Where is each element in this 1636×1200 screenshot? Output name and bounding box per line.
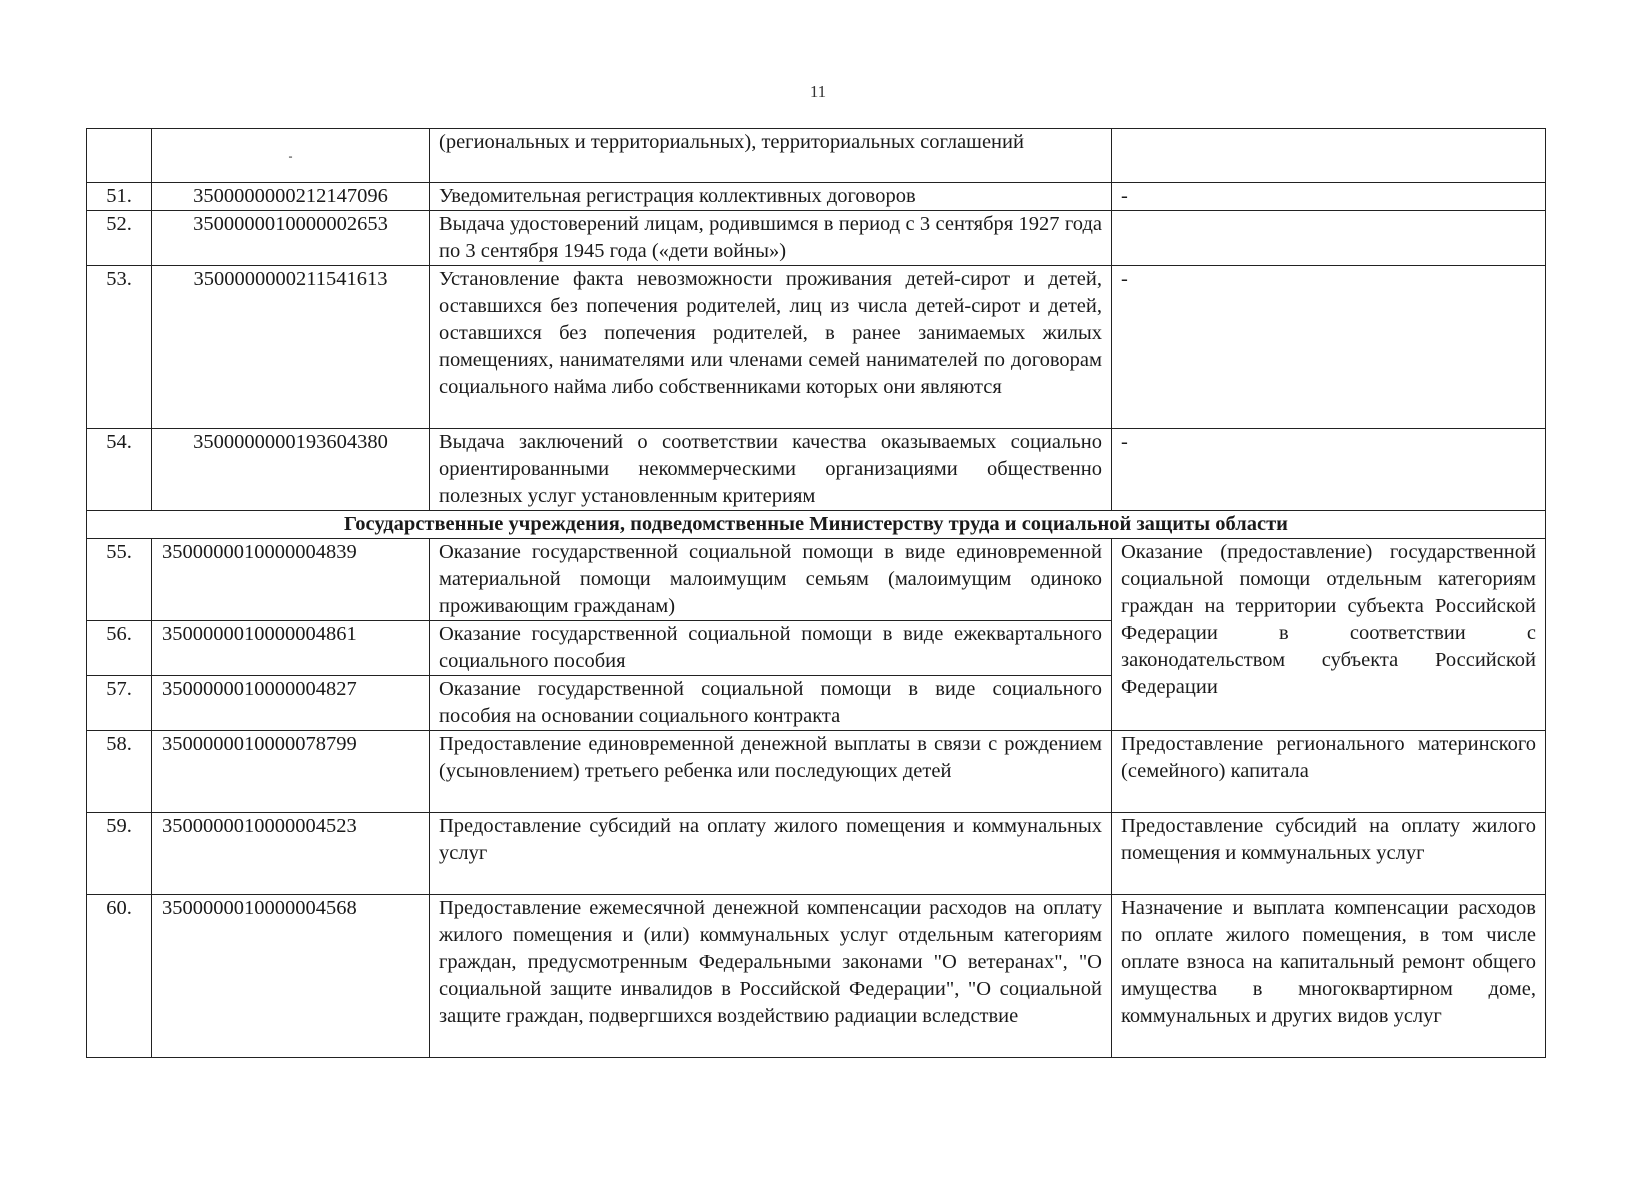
table-row [87, 266, 1546, 429]
row-number: 53. [87, 266, 152, 429]
service-name: Уведомительная регистрация коллективных договоров [430, 183, 1112, 211]
page-number: 11 [809, 82, 827, 101]
service-name: Предоставление ежемесячной денежной компенсации расходов на оплату жилого помещения и (или) коммунальных услуг отдельным категориям граждан, предусмотренным Федеральными законами "О ветеранах", "О социальной защите инвалидов в Российской Федерации", "О социальной защите граждан, подвергшихся воздействию радиации вследствие [430, 895, 1112, 1058]
related-service: - [1112, 429, 1546, 511]
related-service: Назначение и выплата компенсации расходов по оплате жилого помещения, в том числе оплате взноса на капитальный ремонт общего имущества в многоквартирном доме, коммунальных и других видов услуг [1112, 895, 1546, 1058]
service-code: 3500000000211541613 [152, 266, 430, 429]
row-number: 59. [87, 813, 152, 895]
service-code: 3500000010000004568 [152, 895, 430, 1058]
service-code: 3500000010000004827 [152, 676, 430, 731]
row-number: 58. [87, 731, 152, 813]
service-code: 3500000000212147096 [152, 183, 430, 211]
service-code: 3500000010000002653 [152, 211, 430, 266]
row-number: 57. [87, 676, 152, 731]
related-service: Предоставление субсидий на оплату жилого помещения и коммунальных услуг [1112, 813, 1546, 895]
services-table [86, 128, 1546, 1058]
service-name: (региональных и территориальных), территориальных соглашений [430, 129, 1112, 183]
section-heading: Государственные учреждения, подведомственные Министерству труда и социальной защиты области [87, 511, 1546, 539]
service-name: Предоставление субсидий на оплату жилого помещения и коммунальных услуг [430, 813, 1112, 895]
row-number [87, 129, 152, 183]
row-number: 55. [87, 539, 152, 621]
service-name: Оказание государственной социальной помощи в виде социального пособия на основании социального контракта [430, 676, 1112, 731]
table-row [87, 813, 1546, 895]
row-number: 54. [87, 429, 152, 511]
related-service: - [1112, 183, 1546, 211]
row-number: 56. [87, 621, 152, 676]
row-number: 52. [87, 211, 152, 266]
row-number: 51. [87, 183, 152, 211]
service-code: 3500000010000078799 [152, 731, 430, 813]
service-code: 3500000010000004861 [152, 621, 430, 676]
table-row [87, 183, 1546, 211]
service-name: Оказание государственной социальной помощи в виде ежеквартального социального пособия [430, 621, 1112, 676]
service-code: 3500000010000004523 [152, 813, 430, 895]
table-row [87, 211, 1546, 266]
service-name: Выдача заключений о соответствии качества оказываемых социально ориентированными некоммерческими организациями общественно полезных услуг установленным критериям [430, 429, 1112, 511]
table-row [87, 129, 1546, 183]
table-row [87, 731, 1546, 813]
related-service: Предоставление регионального материнского (семейного) капитала [1112, 731, 1546, 813]
row-number: 60. [87, 895, 152, 1058]
service-code: - [152, 129, 430, 183]
related-service [1112, 129, 1546, 183]
service-name: Предоставление единовременной денежной выплаты в связи с рождением (усыновлением) третьего ребенка или последующих детей [430, 731, 1112, 813]
service-name: Установление факта невозможности проживания детей-сирот и детей, оставшихся без попечения родителей, лиц из числа детей-сирот и детей, оставшихся без попечения родителей, в ранее занимаемых жилых помещениях, нанимателями или членами семей нанимателей по договорам социального найма либо собственниками которых они являются [430, 266, 1112, 429]
related-service-merged: Оказание (предоставление) государственной социальной помощи отдельным категориям граждан на территории субъекта Российской Федерации в соответствии с законодательством субъекта Российской Федерации [1112, 539, 1546, 731]
related-service [1112, 211, 1546, 266]
service-name: Оказание государственной социальной помощи в виде единовременной материальной помощи малоимущим семьям (малоимущим одиноко проживающим гражданам) [430, 539, 1112, 621]
service-code: 3500000010000004839 [152, 539, 430, 621]
related-service: - [1112, 266, 1546, 429]
section-heading-row [87, 511, 1546, 539]
service-code: 3500000000193604380 [152, 429, 430, 511]
table-row [87, 895, 1546, 1058]
service-name: Выдача удостоверений лицам, родившимся в период с 3 сентября 1927 года по 3 сентября 1945 года («дети войны») [430, 211, 1112, 266]
table-row [87, 429, 1546, 511]
table-row [87, 539, 1546, 621]
